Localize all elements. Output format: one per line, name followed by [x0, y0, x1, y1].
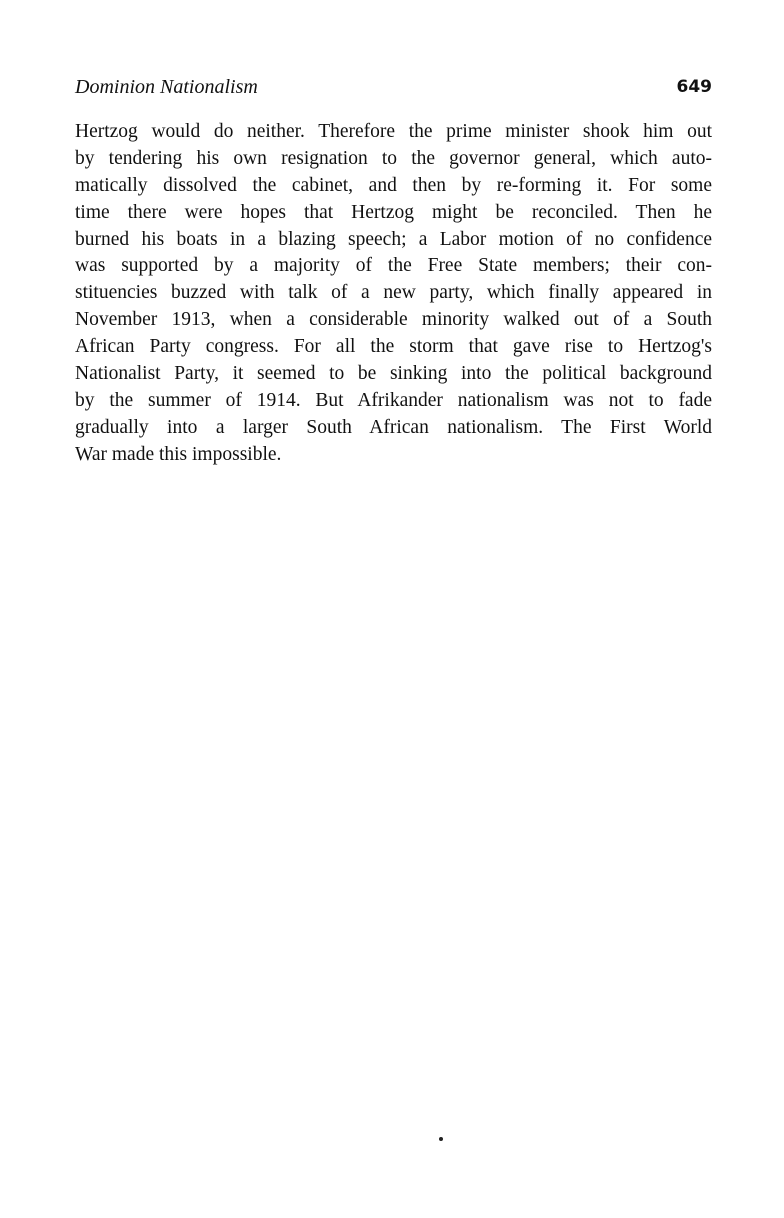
text-line: by the summer of 1914. But Afrikander nationalism was not to fade — [75, 389, 712, 411]
text-line: was supported by a majority of the Free State members; their con- — [75, 255, 712, 277]
body-paragraph — [75, 119, 712, 469]
footer-dot — [439, 1137, 443, 1141]
text-line: Nationalist Party, it seemed to be sinking into the political background — [75, 363, 712, 385]
page-number: 649 — [676, 77, 712, 97]
text-line: November 1913, when a considerable minority walked out of a South — [75, 309, 712, 331]
text-line: Hertzog would do neither. Therefore the prime minister shook him out — [75, 121, 712, 142]
text-line: African Party congress. For all the storm that gave rise to Hertzog's — [75, 336, 712, 358]
text-line: stituencies buzzed with talk of a new party, which finally appeared in — [75, 282, 712, 304]
text-line: War made this impossible. — [75, 443, 282, 465]
running-head — [75, 74, 712, 100]
running-title: Dominion Nationalism — [75, 76, 258, 98]
text-line: by tendering his own resignation to the governor general, which auto- — [75, 147, 712, 169]
text-line: time there were hopes that Hertzog might be reconciled. Then he — [75, 201, 712, 223]
text-line: matically dissolved the cabinet, and then by re-forming it. For some — [75, 174, 712, 196]
text-line: burned his boats in a blazing speech; a Labor motion of no confidence — [75, 228, 712, 250]
text-line: gradually into a larger South African nationalism. The First World — [75, 416, 712, 438]
